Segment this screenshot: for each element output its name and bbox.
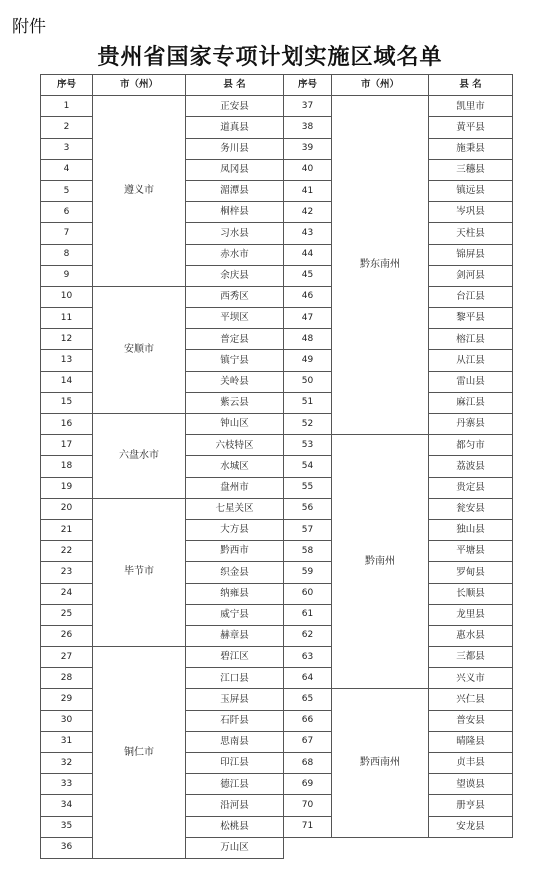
row-number: 60 (284, 583, 332, 604)
row-number: 19 (41, 477, 93, 498)
city-name: 黔东南州 (332, 96, 429, 435)
row-number: 39 (284, 138, 332, 159)
row-number: 30 (41, 710, 93, 731)
row-number: 57 (284, 519, 332, 540)
row-number: 27 (41, 647, 93, 668)
county-name: 江口县 (186, 668, 284, 689)
row-number: 8 (41, 244, 93, 265)
row-number: 43 (284, 223, 332, 244)
city-name: 黔南州 (332, 435, 429, 689)
row-number: 20 (41, 498, 93, 519)
row-number: 14 (41, 371, 93, 392)
county-name: 岑巩县 (429, 202, 513, 223)
row-number: 33 (41, 774, 93, 795)
city-name: 黔西南州 (332, 689, 429, 837)
county-name: 镇宁县 (186, 350, 284, 371)
row-number: 46 (284, 286, 332, 307)
row-number: 65 (284, 689, 332, 710)
county-name: 贞丰县 (429, 753, 513, 774)
county-name: 玉屏县 (186, 689, 284, 710)
county-name: 雷山县 (429, 371, 513, 392)
row-number: 38 (284, 117, 332, 138)
row-number: 50 (284, 371, 332, 392)
row-number: 70 (284, 795, 332, 816)
row-number: 31 (41, 731, 93, 752)
county-name: 正安县 (186, 96, 284, 117)
city-name: 六盘水市 (93, 414, 186, 499)
county-name: 从江县 (429, 350, 513, 371)
county-name: 凤冈县 (186, 159, 284, 180)
row-number: 35 (41, 816, 93, 837)
county-name: 望谟县 (429, 774, 513, 795)
row-number: 59 (284, 562, 332, 583)
attachment-label: 附件 (12, 17, 46, 37)
county-name: 独山县 (429, 519, 513, 540)
row-number: 37 (284, 96, 332, 117)
table-row (41, 96, 513, 117)
header-county: 县 名 (429, 75, 513, 96)
county-name: 罗甸县 (429, 562, 513, 583)
row-number: 26 (41, 625, 93, 646)
county-name: 惠水县 (429, 625, 513, 646)
row-number: 45 (284, 265, 332, 286)
county-name: 册亨县 (429, 795, 513, 816)
county-name: 盘州市 (186, 477, 284, 498)
row-number: 22 (41, 541, 93, 562)
row-number: 52 (284, 414, 332, 435)
county-name: 荔波县 (429, 456, 513, 477)
county-name: 七星关区 (186, 498, 284, 519)
county-name: 普定县 (186, 329, 284, 350)
county-name: 贵定县 (429, 477, 513, 498)
county-name: 松桃县 (186, 816, 284, 837)
row-number: 71 (284, 816, 332, 837)
row-number: 9 (41, 265, 93, 286)
county-name: 水城区 (186, 456, 284, 477)
row-number: 3 (41, 138, 93, 159)
city-name: 遵义市 (93, 96, 186, 287)
city-name: 安顺市 (93, 286, 186, 413)
county-name: 余庆县 (186, 265, 284, 286)
county-name: 兴仁县 (429, 689, 513, 710)
county-name: 剑河县 (429, 265, 513, 286)
header-city: 市（州） (332, 75, 429, 96)
row-number: 63 (284, 647, 332, 668)
row-number: 28 (41, 668, 93, 689)
county-name: 织金县 (186, 562, 284, 583)
row-number: 44 (284, 244, 332, 265)
row-number: 1 (41, 96, 93, 117)
county-name: 赫章县 (186, 625, 284, 646)
row-number: 29 (41, 689, 93, 710)
table-row (41, 286, 513, 307)
row-number: 2 (41, 117, 93, 138)
county-name: 黔西市 (186, 541, 284, 562)
row-number: 17 (41, 435, 93, 456)
county-name: 习水县 (186, 223, 284, 244)
county-name: 三穗县 (429, 159, 513, 180)
row-number: 32 (41, 753, 93, 774)
row-number: 34 (41, 795, 93, 816)
county-name: 纳雍县 (186, 583, 284, 604)
row-number: 51 (284, 392, 332, 413)
county-name: 施秉县 (429, 138, 513, 159)
county-name: 龙里县 (429, 604, 513, 625)
county-name: 道真县 (186, 117, 284, 138)
row-number: 56 (284, 498, 332, 519)
header-city: 市（州） (93, 75, 186, 96)
county-name: 六枝特区 (186, 435, 284, 456)
county-name: 桐梓县 (186, 202, 284, 223)
row-number: 23 (41, 562, 93, 583)
row-number: 7 (41, 223, 93, 244)
row-number: 13 (41, 350, 93, 371)
county-name: 碧江区 (186, 647, 284, 668)
county-name: 安龙县 (429, 816, 513, 837)
row-number: 41 (284, 180, 332, 201)
county-name: 印江县 (186, 753, 284, 774)
empty-cell (284, 837, 513, 858)
county-name: 务川县 (186, 138, 284, 159)
county-name: 赤水市 (186, 244, 284, 265)
header-no: 序号 (41, 75, 93, 96)
row-number: 6 (41, 202, 93, 223)
row-number: 12 (41, 329, 93, 350)
row-number: 53 (284, 435, 332, 456)
county-name: 麻江县 (429, 392, 513, 413)
county-name: 都匀市 (429, 435, 513, 456)
row-number: 67 (284, 731, 332, 752)
table-body (41, 96, 513, 859)
county-name: 黄平县 (429, 117, 513, 138)
row-number: 10 (41, 286, 93, 307)
city-name: 毕节市 (93, 498, 186, 646)
county-name: 三都县 (429, 647, 513, 668)
row-number: 66 (284, 710, 332, 731)
row-number: 54 (284, 456, 332, 477)
county-name: 普安县 (429, 710, 513, 731)
county-name: 平坝区 (186, 308, 284, 329)
county-name: 丹寨县 (429, 414, 513, 435)
header-county: 县 名 (186, 75, 284, 96)
county-name: 石阡县 (186, 710, 284, 731)
row-number: 58 (284, 541, 332, 562)
county-name: 大方县 (186, 519, 284, 540)
table-row (41, 414, 513, 435)
row-number: 42 (284, 202, 332, 223)
county-name: 威宁县 (186, 604, 284, 625)
row-number: 48 (284, 329, 332, 350)
row-number: 36 (41, 837, 93, 858)
county-name: 榕江县 (429, 329, 513, 350)
county-name: 沿河县 (186, 795, 284, 816)
table-row (41, 647, 513, 668)
row-number: 16 (41, 414, 93, 435)
county-name: 钟山区 (186, 414, 284, 435)
county-name: 镇远县 (429, 180, 513, 201)
row-number: 62 (284, 625, 332, 646)
row-number: 11 (41, 308, 93, 329)
row-number: 4 (41, 159, 93, 180)
row-number: 49 (284, 350, 332, 371)
header-no: 序号 (284, 75, 332, 96)
county-name: 长顺县 (429, 583, 513, 604)
county-name: 瓮安县 (429, 498, 513, 519)
county-name: 台江县 (429, 286, 513, 307)
row-number: 15 (41, 392, 93, 413)
table-row (41, 498, 513, 519)
row-number: 64 (284, 668, 332, 689)
county-name: 锦屏县 (429, 244, 513, 265)
county-name: 紫云县 (186, 392, 284, 413)
county-name: 凯里市 (429, 96, 513, 117)
county-name: 湄潭县 (186, 180, 284, 201)
county-name: 黎平县 (429, 308, 513, 329)
row-number: 61 (284, 604, 332, 625)
county-name: 思南县 (186, 731, 284, 752)
county-name: 西秀区 (186, 286, 284, 307)
county-name: 晴隆县 (429, 731, 513, 752)
row-number: 55 (284, 477, 332, 498)
table-header-row (41, 75, 513, 96)
row-number: 25 (41, 604, 93, 625)
county-name: 兴义市 (429, 668, 513, 689)
row-number: 40 (284, 159, 332, 180)
row-number: 69 (284, 774, 332, 795)
row-number: 18 (41, 456, 93, 477)
row-number: 68 (284, 753, 332, 774)
county-name: 天柱县 (429, 223, 513, 244)
county-name: 德江县 (186, 774, 284, 795)
region-table (40, 74, 513, 859)
county-name: 关岭县 (186, 371, 284, 392)
row-number: 5 (41, 180, 93, 201)
row-number: 21 (41, 519, 93, 540)
document-title: 贵州省国家专项计划实施区域名单 (97, 44, 443, 70)
county-name: 万山区 (186, 837, 284, 858)
county-name: 平塘县 (429, 541, 513, 562)
city-name: 铜仁市 (93, 647, 186, 859)
row-number: 47 (284, 308, 332, 329)
row-number: 24 (41, 583, 93, 604)
